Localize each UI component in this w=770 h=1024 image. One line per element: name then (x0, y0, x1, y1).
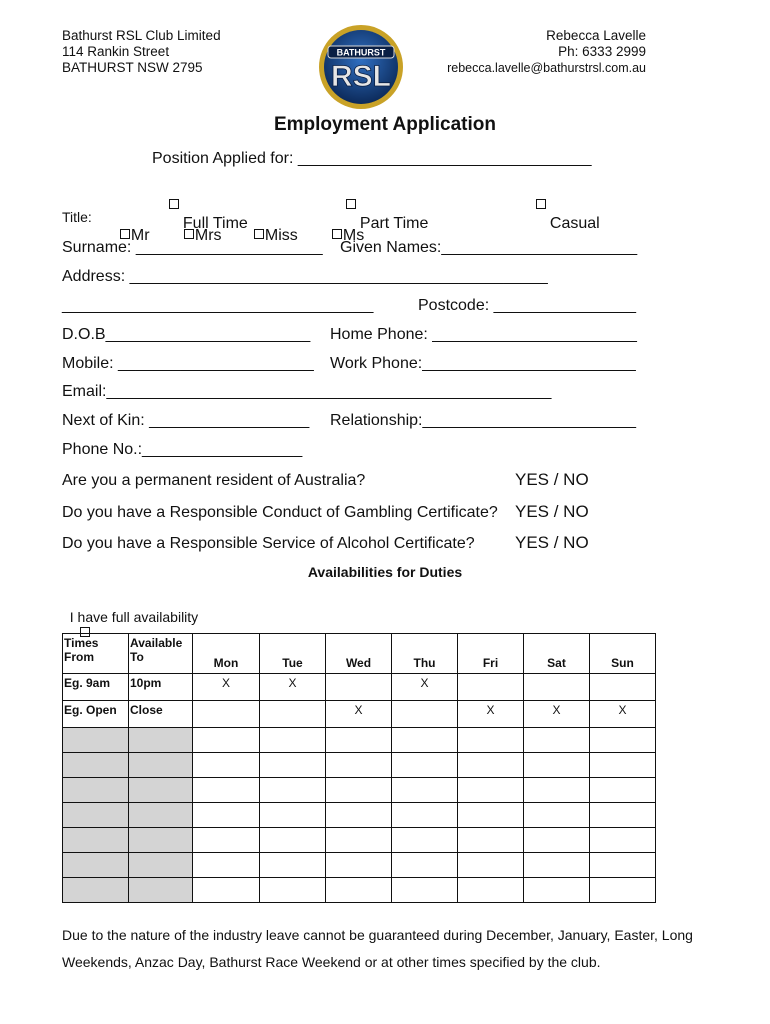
day-cell[interactable] (590, 728, 656, 753)
mobile-field[interactable]: Mobile: ______________________ (62, 355, 314, 372)
contact-name: Rebecca Lavelle (546, 28, 646, 43)
phone-no-field[interactable]: Phone No.:__________________ (62, 441, 303, 458)
example-mark (590, 674, 656, 701)
example-mark (392, 701, 458, 728)
header-day: Tue (260, 634, 326, 674)
day-cell[interactable] (392, 753, 458, 778)
option-label: Miss (264, 227, 298, 244)
day-cell[interactable] (392, 828, 458, 853)
table-header-row (63, 634, 656, 674)
availability-heading: Availabilities for Duties (307, 564, 463, 580)
address-line2-field[interactable]: ___________________________________ (62, 297, 374, 314)
contact-block (447, 28, 646, 76)
option-label: Mrs (194, 227, 222, 244)
table-row (63, 853, 656, 878)
example-mark: X (524, 701, 590, 728)
day-cell[interactable] (326, 853, 392, 878)
address-field[interactable]: Address: _______________________________________________ (62, 268, 548, 285)
table-row (63, 778, 656, 803)
address-line: 114 Rankin Street (62, 44, 170, 59)
next-of-kin-field[interactable]: Next of Kin: __________________ (62, 412, 310, 429)
email-field[interactable]: Email:__________________________________________________ (62, 383, 552, 400)
day-cell[interactable] (590, 853, 656, 878)
option-label: I have full availability (69, 609, 199, 625)
times-from-cell[interactable] (63, 753, 129, 778)
available-to-cell[interactable] (129, 728, 193, 753)
day-cell[interactable] (326, 878, 392, 903)
question-alcohol-certificate: Do you have a Responsible Service of Alcohol Certificate? (62, 535, 475, 552)
example-mark: X (326, 701, 392, 728)
checkbox-icon[interactable] (184, 229, 194, 239)
day-cell[interactable] (590, 778, 656, 803)
day-cell[interactable] (524, 878, 590, 903)
times-from-cell[interactable] (63, 878, 129, 903)
checkbox-icon[interactable] (120, 229, 130, 239)
day-cell[interactable] (458, 728, 524, 753)
day-cell[interactable] (260, 753, 326, 778)
option-label: Part Time (359, 215, 429, 232)
answer-gambling-certificate[interactable]: YES / NO (515, 502, 589, 521)
day-cell[interactable] (524, 853, 590, 878)
option-label: Ms (342, 227, 365, 244)
table-row (63, 674, 656, 701)
day-cell[interactable] (458, 803, 524, 828)
day-cell[interactable] (260, 828, 326, 853)
header-available-to: Available To (129, 634, 193, 674)
day-cell[interactable] (590, 803, 656, 828)
club-address (62, 28, 221, 76)
example-to: Close (129, 701, 193, 728)
example-mark: X (260, 674, 326, 701)
day-cell[interactable] (326, 803, 392, 828)
day-cell[interactable] (392, 728, 458, 753)
available-to-cell[interactable] (129, 753, 193, 778)
day-cell[interactable] (260, 803, 326, 828)
day-cell[interactable] (458, 878, 524, 903)
logo-main-text: RSL (331, 60, 391, 93)
day-cell[interactable] (524, 803, 590, 828)
surname-field[interactable]: Surname: _____________________ (62, 239, 323, 256)
table-row (63, 728, 656, 753)
table-row (63, 701, 656, 728)
day-cell[interactable] (458, 853, 524, 878)
day-cell[interactable] (524, 753, 590, 778)
day-cell[interactable] (193, 878, 260, 903)
rsl-logo (318, 24, 404, 110)
available-to-cell[interactable] (129, 853, 193, 878)
day-cell[interactable] (392, 803, 458, 828)
day-cell[interactable] (524, 828, 590, 853)
day-cell[interactable] (392, 853, 458, 878)
available-to-cell[interactable] (129, 803, 193, 828)
day-cell[interactable] (193, 778, 260, 803)
day-cell[interactable] (590, 878, 656, 903)
example-to: 10pm (129, 674, 193, 701)
day-cell[interactable] (458, 778, 524, 803)
example-mark: X (193, 674, 260, 701)
day-cell[interactable] (193, 728, 260, 753)
table-row (63, 828, 656, 853)
times-from-cell[interactable] (63, 828, 129, 853)
example-mark: X (392, 674, 458, 701)
header-day: Wed (326, 634, 392, 674)
day-cell[interactable] (326, 753, 392, 778)
table-row (63, 753, 656, 778)
address-line: Bathurst RSL Club Limited (62, 28, 221, 43)
header-times-from: Times From (63, 634, 129, 674)
logo-top-text: BATHURST (336, 47, 386, 58)
table-row (63, 803, 656, 828)
day-cell[interactable] (590, 753, 656, 778)
checkbox-icon[interactable] (169, 199, 179, 209)
title-label: Title: (62, 209, 92, 225)
header-day: Mon (193, 634, 260, 674)
times-from-cell[interactable] (63, 803, 129, 828)
checkbox-icon[interactable] (332, 229, 342, 239)
day-cell[interactable] (590, 828, 656, 853)
example-mark (326, 674, 392, 701)
day-cell[interactable] (260, 878, 326, 903)
example-mark: X (590, 701, 656, 728)
postcode-field[interactable]: Postcode: ________________ (418, 297, 636, 314)
example-mark (193, 701, 260, 728)
casual-option[interactable] (527, 179, 600, 233)
option-label: Casual (549, 215, 600, 232)
dob-field[interactable]: D.O.B_______________________ (62, 326, 311, 343)
checkbox-icon[interactable] (346, 199, 356, 209)
day-cell[interactable] (193, 803, 260, 828)
work-phone-field[interactable]: Work Phone:________________________ (330, 355, 636, 372)
header-day: Sat (524, 634, 590, 674)
address-line: BATHURST NSW 2795 (62, 60, 203, 75)
day-cell[interactable] (524, 778, 590, 803)
day-cell[interactable] (392, 878, 458, 903)
option-label: Full Time (182, 215, 248, 232)
day-cell[interactable] (193, 753, 260, 778)
available-to-cell[interactable] (129, 828, 193, 853)
contact-email: rebecca.lavelle@bathurstrsl.com.au (447, 61, 646, 75)
day-cell[interactable] (260, 853, 326, 878)
day-cell[interactable] (326, 828, 392, 853)
example-mark (458, 674, 524, 701)
available-to-cell[interactable] (129, 778, 193, 803)
day-cell[interactable] (260, 728, 326, 753)
available-to-cell[interactable] (129, 878, 193, 903)
answer-permanent-resident[interactable]: YES / NO (515, 470, 589, 489)
day-cell[interactable] (392, 778, 458, 803)
given-names-field[interactable]: Given Names:______________________ (340, 239, 638, 256)
example-mark: X (458, 701, 524, 728)
page-title: Employment Application (273, 114, 497, 135)
example-mark (524, 674, 590, 701)
day-cell[interactable] (458, 753, 524, 778)
position-applied-field[interactable]: Position Applied for: _________________________________ (152, 150, 592, 167)
example-mark (260, 701, 326, 728)
checkbox-icon[interactable] (254, 229, 264, 239)
day-cell[interactable] (458, 828, 524, 853)
header-day: Fri (458, 634, 524, 674)
leave-note: Due to the nature of the industry leave cannot be guaranteed during December, January, Easter, Long Weekends, Anzac Day, Bathurst Race Weekend or at other times specified by the club. (62, 927, 693, 970)
option-label: Mr (130, 227, 150, 244)
contact-phone: Ph: 6333 2999 (558, 44, 646, 59)
day-cell[interactable] (524, 728, 590, 753)
blank-rows (63, 728, 656, 903)
checkbox-icon[interactable] (536, 199, 546, 209)
availability-table (62, 633, 656, 903)
answer-alcohol-certificate[interactable]: YES / NO (515, 533, 589, 552)
day-cell[interactable] (193, 828, 260, 853)
times-from-cell[interactable] (63, 728, 129, 753)
example-from: Eg. 9am (63, 674, 129, 701)
day-cell[interactable] (260, 778, 326, 803)
times-from-cell[interactable] (63, 853, 129, 878)
day-cell[interactable] (193, 853, 260, 878)
relationship-field[interactable]: Relationship:________________________ (330, 412, 637, 429)
example-from: Eg. Open (63, 701, 129, 728)
table-row (63, 878, 656, 903)
times-from-cell[interactable] (63, 778, 129, 803)
question-permanent-resident: Are you a permanent resident of Australia? (62, 472, 366, 489)
home-phone-field[interactable]: Home Phone: _______________________ (330, 326, 637, 343)
day-cell[interactable] (326, 728, 392, 753)
header-day: Sun (590, 634, 656, 674)
header-day: Thu (392, 634, 458, 674)
day-cell[interactable] (326, 778, 392, 803)
question-gambling-certificate: Do you have a Responsible Conduct of Gambling Certificate? (62, 504, 498, 521)
